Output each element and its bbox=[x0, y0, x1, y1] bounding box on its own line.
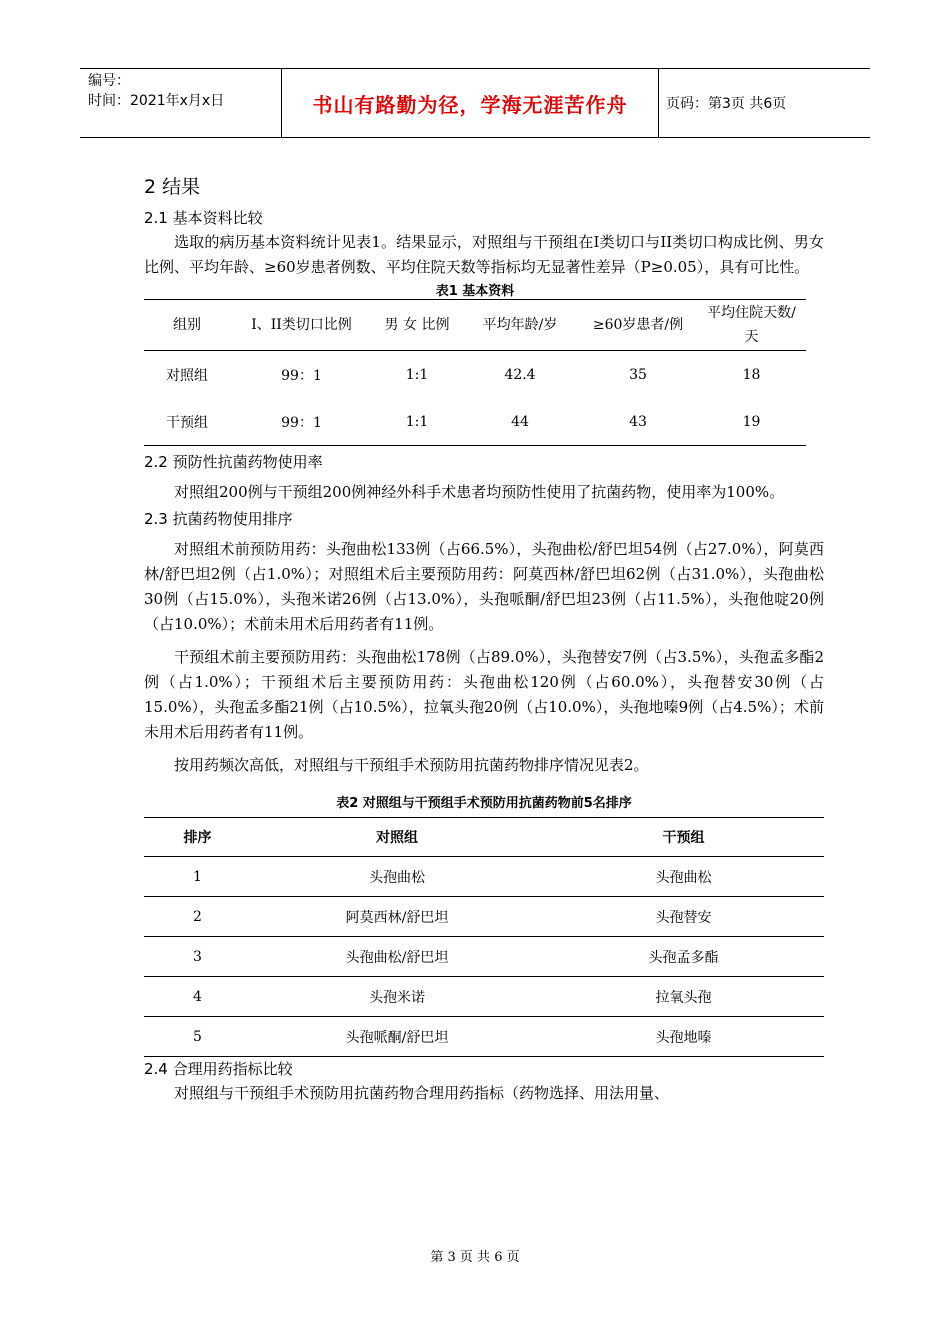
table-cell: 阿莫西林/舒巴坦 bbox=[251, 897, 543, 937]
s23-title: 2.3 抗菌药物使用排序 bbox=[144, 510, 293, 528]
table1-header: 男 女 比例 bbox=[373, 300, 461, 351]
s23-paragraph-3: 按用药频次高低，对照组与干预组手术预防用抗菌药物排序情况见表2。 bbox=[174, 756, 649, 774]
table-cell: 头孢哌酮/舒巴坦 bbox=[251, 1017, 543, 1057]
header-motto: 书山有路勤为径，学海无涯苦作舟 bbox=[282, 69, 659, 137]
table-cell: 1 bbox=[144, 857, 251, 897]
table-cell: 头孢曲松 bbox=[251, 857, 543, 897]
table-cell: 42.4 bbox=[504, 366, 536, 383]
table2-header: 对照组 bbox=[251, 818, 543, 857]
page-header bbox=[80, 68, 870, 138]
main-content bbox=[144, 168, 824, 1106]
table-cell: 1:1 bbox=[405, 366, 429, 383]
s23-paragraph-2: 干预组术前主要预防用药：头孢曲松178例（占89.0%），头孢替安7例（占3.5%），头孢孟多酯2例（占1.0%）；干预组术后主要预防用药：头孢曲松120例（占60.0%），头孢替安30例（占15.0%），头孢孟多酯21例（占10.5%），拉氧头孢20例（占10.0%），头孢地嗪9例（占4.5%）；术前未用术后用药者有11例。 bbox=[144, 648, 824, 741]
table-row bbox=[144, 857, 824, 897]
page-footer: 第 3 页 共 6 页 bbox=[430, 1250, 520, 1265]
table-row bbox=[144, 937, 824, 977]
table-row bbox=[144, 1017, 824, 1057]
table-cell: 对照组 bbox=[166, 367, 208, 384]
table1-caption: 表1 基本资料 bbox=[435, 284, 515, 299]
time-label: 时间：2021年x月x日 bbox=[88, 93, 225, 109]
table-cell: 43 bbox=[579, 398, 697, 446]
table-cell: 头孢替安 bbox=[543, 897, 824, 937]
table-cell: 拉氧头孢 bbox=[543, 977, 824, 1017]
table-cell: 44 bbox=[461, 398, 579, 446]
table-cell: 18 bbox=[742, 366, 761, 383]
table1-header: ≥60岁患者/例 bbox=[579, 300, 697, 351]
table-cell: 头孢孟多酯 bbox=[543, 937, 824, 977]
table2-header: 干预组 bbox=[543, 818, 824, 857]
s21-title: 2.1 基本资料比较 bbox=[144, 209, 263, 227]
table-row bbox=[144, 398, 806, 446]
table-cell: 5 bbox=[144, 1017, 251, 1057]
table-cell: 头孢曲松/舒巴坦 bbox=[251, 937, 543, 977]
s23-paragraph-1: 对照组术前预防用药：头孢曲松133例（占66.5%），头孢曲松/舒巴坦54例（占27.0%），阿莫西林/舒巴坦2例（占1.0%）；对照组术后主要预防用药：阿莫西林/舒巴坦62例（占31.0%），头孢曲松30例（占15.0%），头孢米诺26例（占13.0%），头孢哌酮/舒巴坦23例（占11.5%），头孢他啶20例（占10.0%）；术前未用术后用药者有11例。 bbox=[144, 540, 824, 633]
s24-paragraph: 对照组与干预组手术预防用抗菌药物合理用药指标（药物选择、用法用量、 bbox=[174, 1084, 670, 1102]
s22-title: 2.2 预防性抗菌药物使用率 bbox=[144, 453, 323, 471]
table-cell: 头孢地嗪 bbox=[543, 1017, 824, 1057]
s21-paragraph: 选取的病历基本资料统计见表1。结果显示，对照组与干预组在I类切口与II类切口构成比例、男女比例、平均年龄、≥60岁患者例数、平均住院天数等指标均无显著性差异（P≥0.05），具有可比性。 bbox=[144, 233, 824, 276]
table-row bbox=[144, 351, 806, 399]
table-cell: 4 bbox=[144, 977, 251, 1017]
table-cell: 99：1 bbox=[230, 398, 373, 446]
table-cell: 1:1 bbox=[373, 398, 461, 446]
header-meta bbox=[80, 69, 282, 137]
table-cell: 3 bbox=[144, 937, 251, 977]
table-cell: 2 bbox=[144, 897, 251, 937]
table-cell: 干预组 bbox=[144, 398, 230, 446]
table1 bbox=[144, 299, 806, 446]
section-title: 2 结果 bbox=[144, 176, 201, 198]
header-page-info: 页码：第3页 共6页 bbox=[666, 96, 787, 112]
table-cell: 头孢米诺 bbox=[251, 977, 543, 1017]
s22-paragraph: 对照组200例与干预组200例神经外科手术患者均预防性使用了抗菌药物，使用率为100%。 bbox=[174, 483, 785, 501]
table2-header: 排序 bbox=[144, 818, 251, 857]
table2-caption: 表2 对照组与干预组手术预防用抗菌药物前5名排序 bbox=[336, 796, 632, 811]
table1-header: 组别 bbox=[144, 300, 230, 351]
table1-header-row bbox=[144, 300, 806, 351]
table-cell: 19 bbox=[697, 398, 806, 446]
table1-header: 平均年龄/岁 bbox=[461, 300, 579, 351]
s24-title: 2.4 合理用药指标比较 bbox=[144, 1060, 293, 1078]
table-cell: 99：1 bbox=[281, 367, 322, 384]
table2-header-row bbox=[144, 818, 824, 857]
table1-header: I、II类切口比例 bbox=[230, 300, 373, 351]
table1-header: 平均住院天数/天 bbox=[697, 300, 806, 351]
table-row bbox=[144, 897, 824, 937]
table-cell: 头孢曲松 bbox=[543, 857, 824, 897]
code-label: 编号： bbox=[88, 73, 130, 89]
table-cell: 35 bbox=[629, 366, 647, 383]
table2 bbox=[144, 817, 824, 1057]
table-row bbox=[144, 977, 824, 1017]
